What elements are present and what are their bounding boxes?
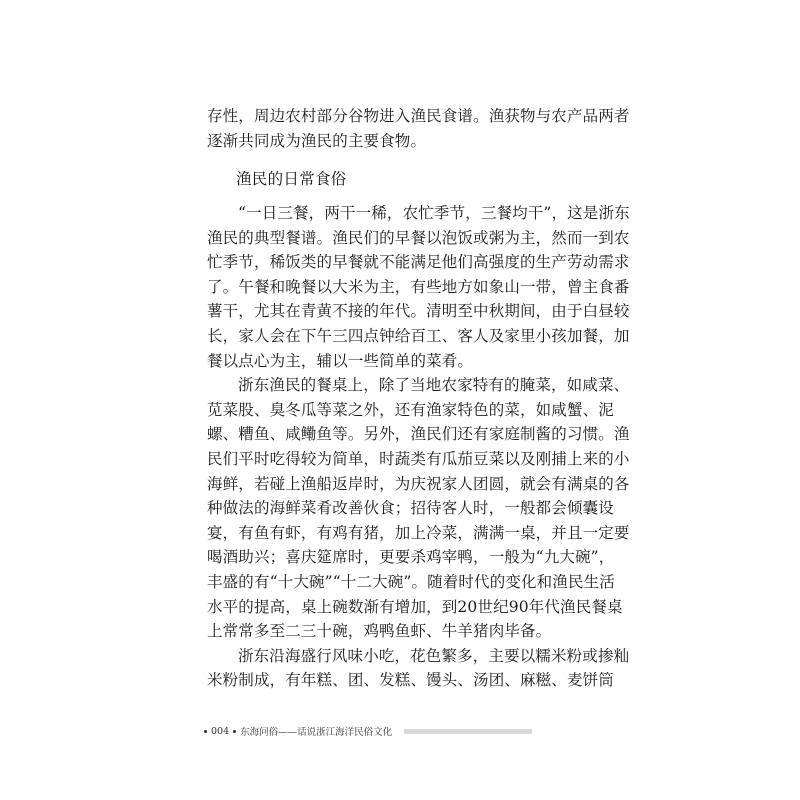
text-line: 浙东沿海盛行风味小吃，花色繁多，主要以糯米粉或掺籼 — [238, 646, 630, 665]
text-line: 了。午餐和晚餐以大米为主，有些地方如象山一带，曾主食番 — [207, 277, 630, 296]
text-line: 长，家人会在下午三四点钟给百工、客人及家里小孩加餐，加 — [207, 326, 630, 345]
text-line: 水平的提高，桌上碗数渐有增加，到20世纪90年代渔民餐桌 — [207, 597, 623, 616]
bullet-dot-icon — [233, 730, 236, 733]
footer-decorative-bar — [404, 729, 532, 734]
text-line: 米粉制成，有年糕、团、发糕、馒头、汤团、麻糍、麦饼筒 — [207, 671, 614, 690]
text-line: 忙季节，稀饭类的早餐就不能满足他们高强度的生产劳动需求 — [207, 253, 630, 272]
page-footer — [200, 723, 532, 739]
page-number: 004 — [211, 725, 230, 737]
text-line: 海鲜，若碰上渔船返岸时，为庆祝家人团圆，就会有满桌的各 — [207, 474, 630, 493]
book-title: 东海问俗——话说浙江海洋民俗文化 — [240, 727, 393, 738]
text-line: 螺、糟鱼、咸鳓鱼等。另外，渔民们还有家庭制酱的习惯。渔 — [207, 425, 630, 444]
text-line: 种做法的海鲜菜肴改善伙食；招待客人时，一般都会倾囊设 — [207, 499, 614, 518]
text-line: 喝酒助兴；喜庆筵席时，更要杀鸡宰鸭，一般为“九大碗”， — [207, 548, 615, 567]
text-line: “一日三餐，两干一稀，农忙季节，三餐均干”，这是浙东 — [238, 204, 630, 222]
text-line: 丰盛的有“十大碗”“十二大碗”。随着时代的变化和渔民生活 — [207, 572, 615, 591]
text-line: 逐渐共同成为渔民的主要食物。 — [207, 131, 427, 150]
text-line: 宴，有鱼有虾，有鸡有猪，加上冷菜，满满一桌，并且一定要 — [207, 523, 630, 542]
text-line: 民们平时吃得较为简单，时蔬类有瓜茄豆菜以及刚捕上来的小 — [207, 449, 630, 468]
text-line: 上常常多至二三十碗，鸡鸭鱼虾、牛羊猪肉毕备。 — [207, 622, 552, 641]
top-paragraph — [207, 104, 630, 153]
section-heading: 渔民的日常食俗 — [236, 170, 347, 188]
text-line: 存性，周边农村部分谷物进入渔民食谱。渔获物与农产品两者 — [207, 107, 630, 125]
bullet-dot-icon — [204, 730, 207, 733]
text-line: 餐以点心为主，辅以一些简单的菜肴。 — [207, 351, 474, 370]
body-text — [207, 201, 630, 693]
text-line: 苋菜股、臭冬瓜等菜之外，还有渔家特色的菜，如咸蟹、泥 — [207, 400, 614, 419]
text-line: 渔民的典型餐谱。渔民们的早餐以泡饭或粥为主，然而一到农 — [207, 228, 630, 247]
text-line: 浙东渔民的餐桌上，除了当地农家特有的腌菜，如咸菜、 — [238, 376, 630, 395]
text-line: 薯干，尤其在青黄不接的年代。清明至中秋期间，由于白昼较 — [207, 302, 630, 321]
